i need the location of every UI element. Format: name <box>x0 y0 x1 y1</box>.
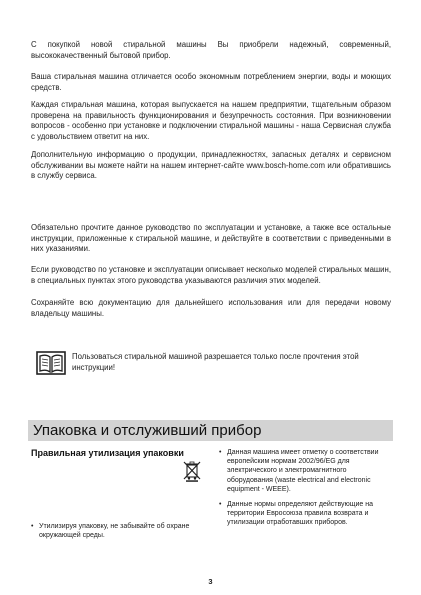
intro-paragraph-2: Ваша стиральная машина отличается особо экономным потреблением энергии, воды и моющих средств. <box>31 72 391 92</box>
intro-paragraph-1: С покупкой новой стиральной машины Вы приобрели надежный, современный, высококачественный бытовой прибор. <box>31 40 391 60</box>
page-number: 3 <box>208 577 213 586</box>
instructions-paragraph-1: Обязательно прочтите данное руководство по эксплуатации и установке, а также все остальные инструкции, приложенные к стиральной машине, и действуйте в соответствии с приведенными в них указаниями. <box>31 223 391 254</box>
bullet-text: Данная машина имеет отметку о соответствии европейским нормам 2002/96/EG для электрического и электромагнитного оборудования (waste electrical and electronic equipment - WEEE). <box>227 449 379 493</box>
section-banner <box>28 420 393 441</box>
book-icon <box>36 351 66 375</box>
list-item: • Данные нормы определяют действующие на территории Евросоюза правила возврата и утилизации отработавших приборов. <box>219 501 374 527</box>
left-bullet-list <box>31 522 196 546</box>
bullet-text: Данные нормы определяют действующие на территории Евросоюза правила возврата и утилизации отработавших приборов. <box>227 501 374 527</box>
crossed-bin-icon <box>183 460 201 482</box>
list-item: • Данная машина имеет отметку о соответствии европейским нормам 2002/96/EG для электрического и электромагнитного оборудования (waste electrical and electronic equipment - WEEE). <box>219 449 379 493</box>
intro-paragraph-3: Каждая стиральная машина, которая выпускается на нашем предприятии, тщательным образом проверена на правильность функционирования и безупречность состояния. При возникновении вопросов - особенно при установке и подключении стиральной машины - наша Сервисная служба с удовольствием ответит на них. <box>31 100 391 141</box>
bullet-text: Утилизируя упаковку, не забывайте об охране окружающей среды. <box>39 523 190 540</box>
section-title: Упаковка и отслуживший прибор <box>33 422 262 439</box>
instructions-paragraph-2: Если руководство по установке и эксплуатации описывает несколько моделей стиральных машин, в специальных пунктах этого руководства указываются различия этих моделей. <box>31 265 391 285</box>
notice-text: Пользоваться стиральной машиной разрешается только после прочтения этой инструкции! <box>72 352 359 372</box>
instructions-paragraph-3: Сохраняйте всю документацию для дальнейшего использования или для передачи новому владельцу машины. <box>31 298 391 318</box>
list-item: • Утилизируя упаковку, не забывайте об охране окружающей среды. <box>31 523 190 540</box>
subsection-heading: Правильная утилизация упаковки <box>31 448 184 458</box>
right-bullet-list <box>219 448 394 534</box>
intro-paragraph-4: Дополнительную информацию о продукции, принадлежностях, запасных деталях и сервисном обслуживании вы можете найти на нашем интернет-сайте www.bosch-home.com или обратившись в службу сервиса. <box>31 150 391 181</box>
read-manual-notice <box>36 347 386 377</box>
